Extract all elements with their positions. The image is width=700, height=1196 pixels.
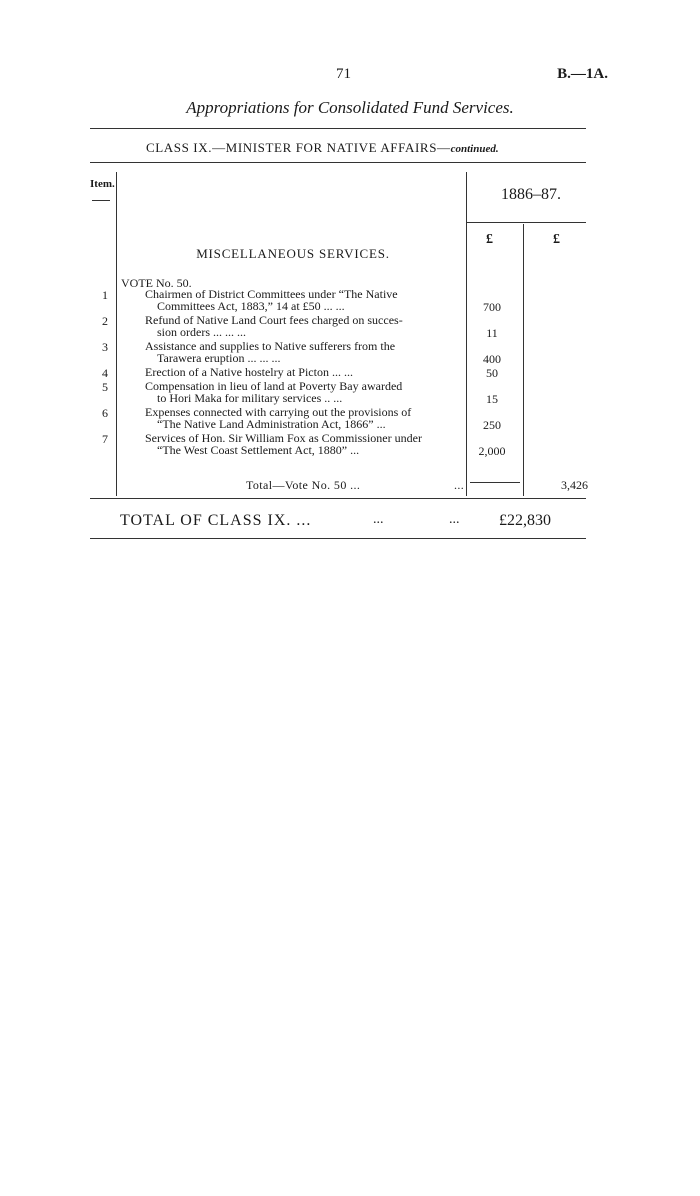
grand-total-dots: ... xyxy=(373,512,384,527)
item-line: Erection of a Native hostelry at Picton ... ... xyxy=(145,365,353,379)
section-title: MISCELLANEOUS SERVICES. xyxy=(196,246,390,261)
page-number: 71 xyxy=(336,66,351,82)
item-amount: 250 xyxy=(483,418,501,432)
item-description xyxy=(145,340,463,364)
item-line: Refund of Native Land Court fees charged on succes- xyxy=(145,313,403,327)
bottom-rule xyxy=(90,538,586,539)
item-amount: 400 xyxy=(483,352,501,366)
item-description xyxy=(145,314,463,338)
item-amount: 2,000 xyxy=(478,444,506,458)
item-column-header: Item. xyxy=(90,178,115,190)
table-top-rule xyxy=(90,162,586,163)
item-line: Assistance and supplies to Native sufferers from the xyxy=(145,339,396,353)
item-line: sion orders ... ... ... xyxy=(157,325,246,339)
year-header: 1886–87. xyxy=(501,186,561,203)
item-line: to Hori Maka for military services .. ... xyxy=(157,391,343,405)
continued-label: continued. xyxy=(450,143,499,155)
pound-sign-col1: £ xyxy=(486,232,493,247)
item-description xyxy=(145,288,463,312)
item-line: Expenses connected with carrying out the provisions of xyxy=(145,405,412,419)
table-bottom-rule xyxy=(90,498,586,499)
item-number: 6 xyxy=(102,406,108,420)
item-description xyxy=(145,380,463,404)
item-number: 3 xyxy=(102,340,108,354)
grand-total-dots: ... xyxy=(449,512,460,527)
class-heading-text: CLASS IX.—MINISTER FOR NATIVE AFFAIRS— xyxy=(146,140,451,155)
amount-column-divider xyxy=(523,224,524,496)
item-column-divider xyxy=(116,172,117,496)
class-heading xyxy=(146,140,499,156)
subtotal-rule xyxy=(470,482,520,483)
item-number: 7 xyxy=(102,432,108,446)
vote-total-row xyxy=(246,478,465,493)
document-code: B.—1A. xyxy=(557,66,608,82)
vote-total-label: Total—Vote No. 50 ... xyxy=(246,478,361,492)
vote-total-amount: 3,426 xyxy=(561,478,588,492)
item-number: 5 xyxy=(102,380,108,394)
item-description xyxy=(145,366,463,378)
item-line: Chairmen of District Committees under “The Native xyxy=(145,287,398,301)
item-line: Services of Hon. Sir William Fox as Commissioner under xyxy=(145,431,422,445)
running-title: Appropriations for Consolidated Fund Services. xyxy=(186,98,514,117)
item-description xyxy=(145,406,463,430)
item-line: Committees Act, 1883,” 14 at £50 ... ... xyxy=(157,299,345,313)
year-header-rule xyxy=(466,222,586,223)
item-description xyxy=(145,432,463,456)
grand-total-label: TOTAL OF CLASS IX. ... xyxy=(120,512,312,529)
item-line: Compensation in lieu of land at Poverty Bay awarded xyxy=(145,379,403,393)
item-number: 2 xyxy=(102,314,108,328)
item-line: “The Native Land Administration Act, 1866” ... xyxy=(157,417,386,431)
item-amount: 15 xyxy=(486,392,498,406)
item-header-underline xyxy=(92,200,110,201)
top-rule xyxy=(90,128,586,129)
item-number: 4 xyxy=(102,366,108,380)
item-line: “The West Coast Settlement Act, 1880” ... xyxy=(157,443,360,457)
item-number: 1 xyxy=(102,288,108,302)
pound-sign-col2: £ xyxy=(553,232,560,247)
item-amount: 50 xyxy=(486,366,498,380)
item-amount: 11 xyxy=(486,326,498,340)
vote-label: VOTE No. 50. xyxy=(121,276,192,290)
item-line: Tarawera eruption ... ... ... xyxy=(157,351,281,365)
vote-total-dots: ... xyxy=(454,478,465,492)
grand-total-amount: £22,830 xyxy=(499,512,551,529)
item-amount: 700 xyxy=(483,300,501,314)
